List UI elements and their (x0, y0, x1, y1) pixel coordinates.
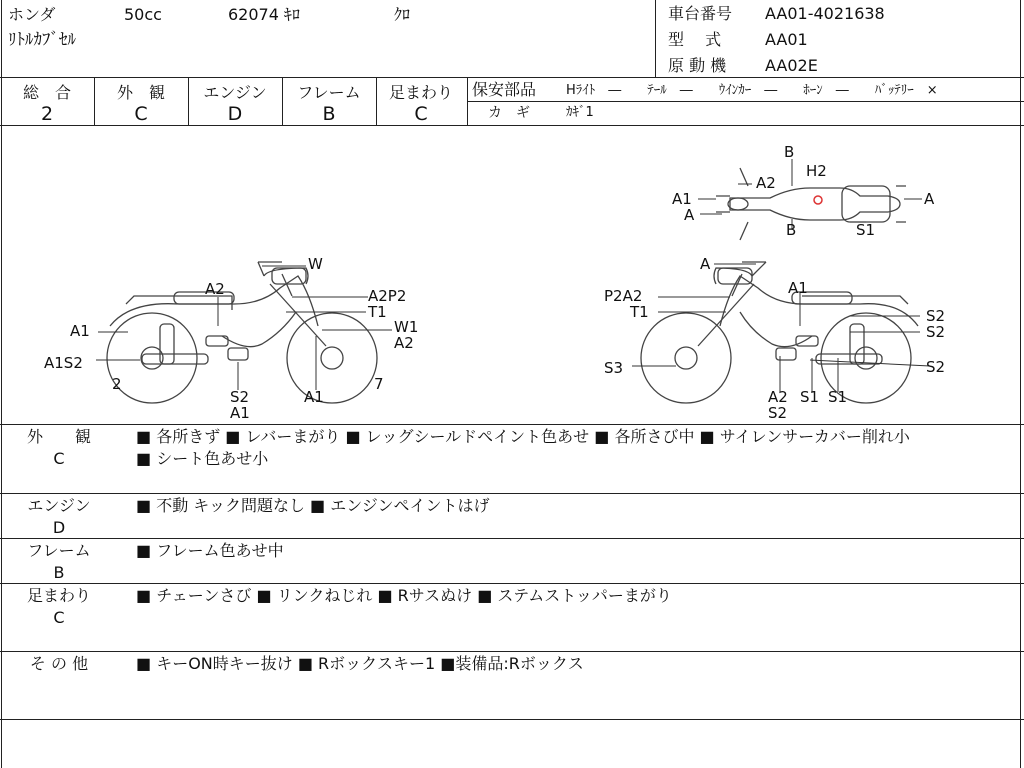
section-rule (0, 493, 1024, 494)
left-label: A2 (394, 334, 414, 352)
section-text-exterior (136, 426, 910, 470)
grade-divider (188, 78, 189, 126)
grade-value: D (227, 103, 243, 125)
grade-label: エンジン (203, 83, 267, 102)
section-label-other (0, 653, 118, 675)
grade-label: 外 観 (116, 83, 165, 102)
grade-divider (282, 78, 283, 126)
grade-value: C (134, 103, 148, 125)
safety-label: 保安部品 (472, 80, 537, 99)
type-label: 型 式 (668, 30, 722, 49)
type-value: AA01 (765, 30, 808, 49)
right-label: T1 (630, 303, 649, 321)
grade-value: C (414, 103, 428, 125)
grade-frame (282, 80, 376, 125)
right-label: S1 (828, 388, 848, 406)
top-label: A2 (756, 174, 776, 192)
section-rule (0, 719, 1024, 720)
right-label: P2A2 (604, 287, 643, 305)
section-text-other (136, 653, 584, 675)
h2-mark (814, 196, 822, 204)
top-label: H2 (806, 162, 827, 180)
top-label: A (924, 190, 935, 208)
section-line: ■ チェーンさび ■ リンクねじれ ■ Rサスぬけ ■ ステムストッパーまがり (136, 586, 672, 605)
make: ホンダ (8, 5, 56, 24)
grade-divider (94, 78, 95, 126)
grade-label: 足まわり (388, 83, 453, 102)
right-label: S2 (926, 323, 946, 341)
left-label: A2P2 (368, 287, 407, 305)
section-text-suspension (136, 585, 672, 607)
top-label: B (784, 143, 795, 161)
right-label: A (700, 255, 711, 273)
frame-no: AA01-4021638 (765, 4, 885, 23)
grade-divider (467, 78, 468, 126)
section-text-frame (136, 540, 284, 562)
section-label: そ の 他 (29, 654, 89, 673)
section-line: ■ 各所きず ■ レバーまがり ■ レッグシールドペイント色あせ ■ 各所さび中 ■ サイレンサーカバー削れ小 (136, 427, 910, 446)
frame-no-label: 車台番号 (668, 4, 733, 23)
section-label-frame (0, 540, 118, 584)
engine-label: 原 動 機 (668, 56, 727, 75)
engine-value: AA02E (765, 56, 818, 75)
section-line: ■ シート色あせ小 (136, 449, 269, 468)
side-view-left (107, 262, 377, 403)
grade-overall (0, 80, 94, 125)
section-label: 外 観 (26, 427, 91, 446)
section-grade: C (53, 449, 65, 468)
left-label: A1 (230, 404, 250, 422)
grade-label: 総 合 (22, 83, 71, 102)
safety-mid-rule (467, 101, 1024, 102)
left-label: S2 (230, 388, 250, 406)
mileage: 62074 ｷﾛ (228, 5, 300, 24)
left-label: A2 (205, 280, 225, 298)
diagram-bottom-rule (0, 424, 1024, 425)
left-label: A1 (304, 388, 324, 406)
damage-diagram (0, 126, 1024, 424)
section-line: ■ フレーム色あせ中 (136, 541, 284, 560)
label-leaders (96, 159, 930, 392)
section-label: フレーム (27, 541, 91, 560)
section-rule (0, 538, 1024, 539)
safety-items: Hﾗｲﾄ ― ﾃｰﾙ ― ｳｲﾝｶｰ ― ﾎｰﾝ ― ﾊﾞｯﾃﾘｰ × (566, 83, 938, 98)
section-label-engine (0, 495, 118, 539)
grade-value: B (322, 103, 336, 125)
color: ｸﾛ (394, 5, 411, 24)
grade-value: 2 (40, 103, 54, 125)
grade-label: フレーム (297, 83, 361, 102)
top-label: A1 (672, 190, 692, 208)
left-label: 2 (112, 375, 122, 393)
header-divider (655, 0, 656, 78)
left-label: W1 (394, 318, 419, 336)
model-name: ﾘﾄﾙｶﾌﾞｾﾙ (8, 30, 76, 50)
right-label: S2 (926, 358, 946, 376)
section-grade: B (53, 563, 65, 582)
grade-suspension (376, 80, 466, 125)
section-label-exterior (0, 426, 118, 470)
right-label: S1 (800, 388, 820, 406)
section-rule (0, 651, 1024, 652)
section-line: ■ 不動 キック問題なし ■ エンジンペイントはげ (136, 496, 490, 515)
top-label: B (786, 221, 797, 239)
section-line: ■ キーON時キー抜け ■ Rボックスキー1 ■装備品:Rボックス (136, 654, 584, 673)
key-label: カ ギ (488, 105, 530, 121)
section-grade: D (52, 518, 66, 537)
top-label: A (684, 206, 695, 224)
section-rule (0, 583, 1024, 584)
section-grade: C (53, 608, 65, 627)
right-label: S2 (926, 307, 946, 325)
left-label: A1 (70, 322, 90, 340)
right-label: A2 (768, 388, 788, 406)
left-label: 7 (374, 375, 384, 393)
left-label: T1 (368, 303, 387, 321)
key-value: ｶｷﾞ1 (566, 105, 594, 120)
left-label: A1S2 (44, 354, 83, 372)
right-label: A1 (788, 279, 808, 297)
top-label: S1 (856, 221, 876, 239)
displacement: 50cc (124, 5, 162, 24)
header-bottom-rule (0, 77, 1024, 78)
right-label: S2 (768, 404, 788, 422)
section-text-engine (136, 495, 489, 517)
section-label: 足まわり (26, 586, 91, 605)
section-label-suspension (0, 585, 118, 629)
section-label: エンジン (27, 496, 91, 515)
right-label: S3 (604, 359, 624, 377)
grade-exterior (94, 80, 188, 125)
left-label: W (308, 255, 323, 273)
grade-engine (188, 80, 282, 125)
grade-divider (376, 78, 377, 126)
